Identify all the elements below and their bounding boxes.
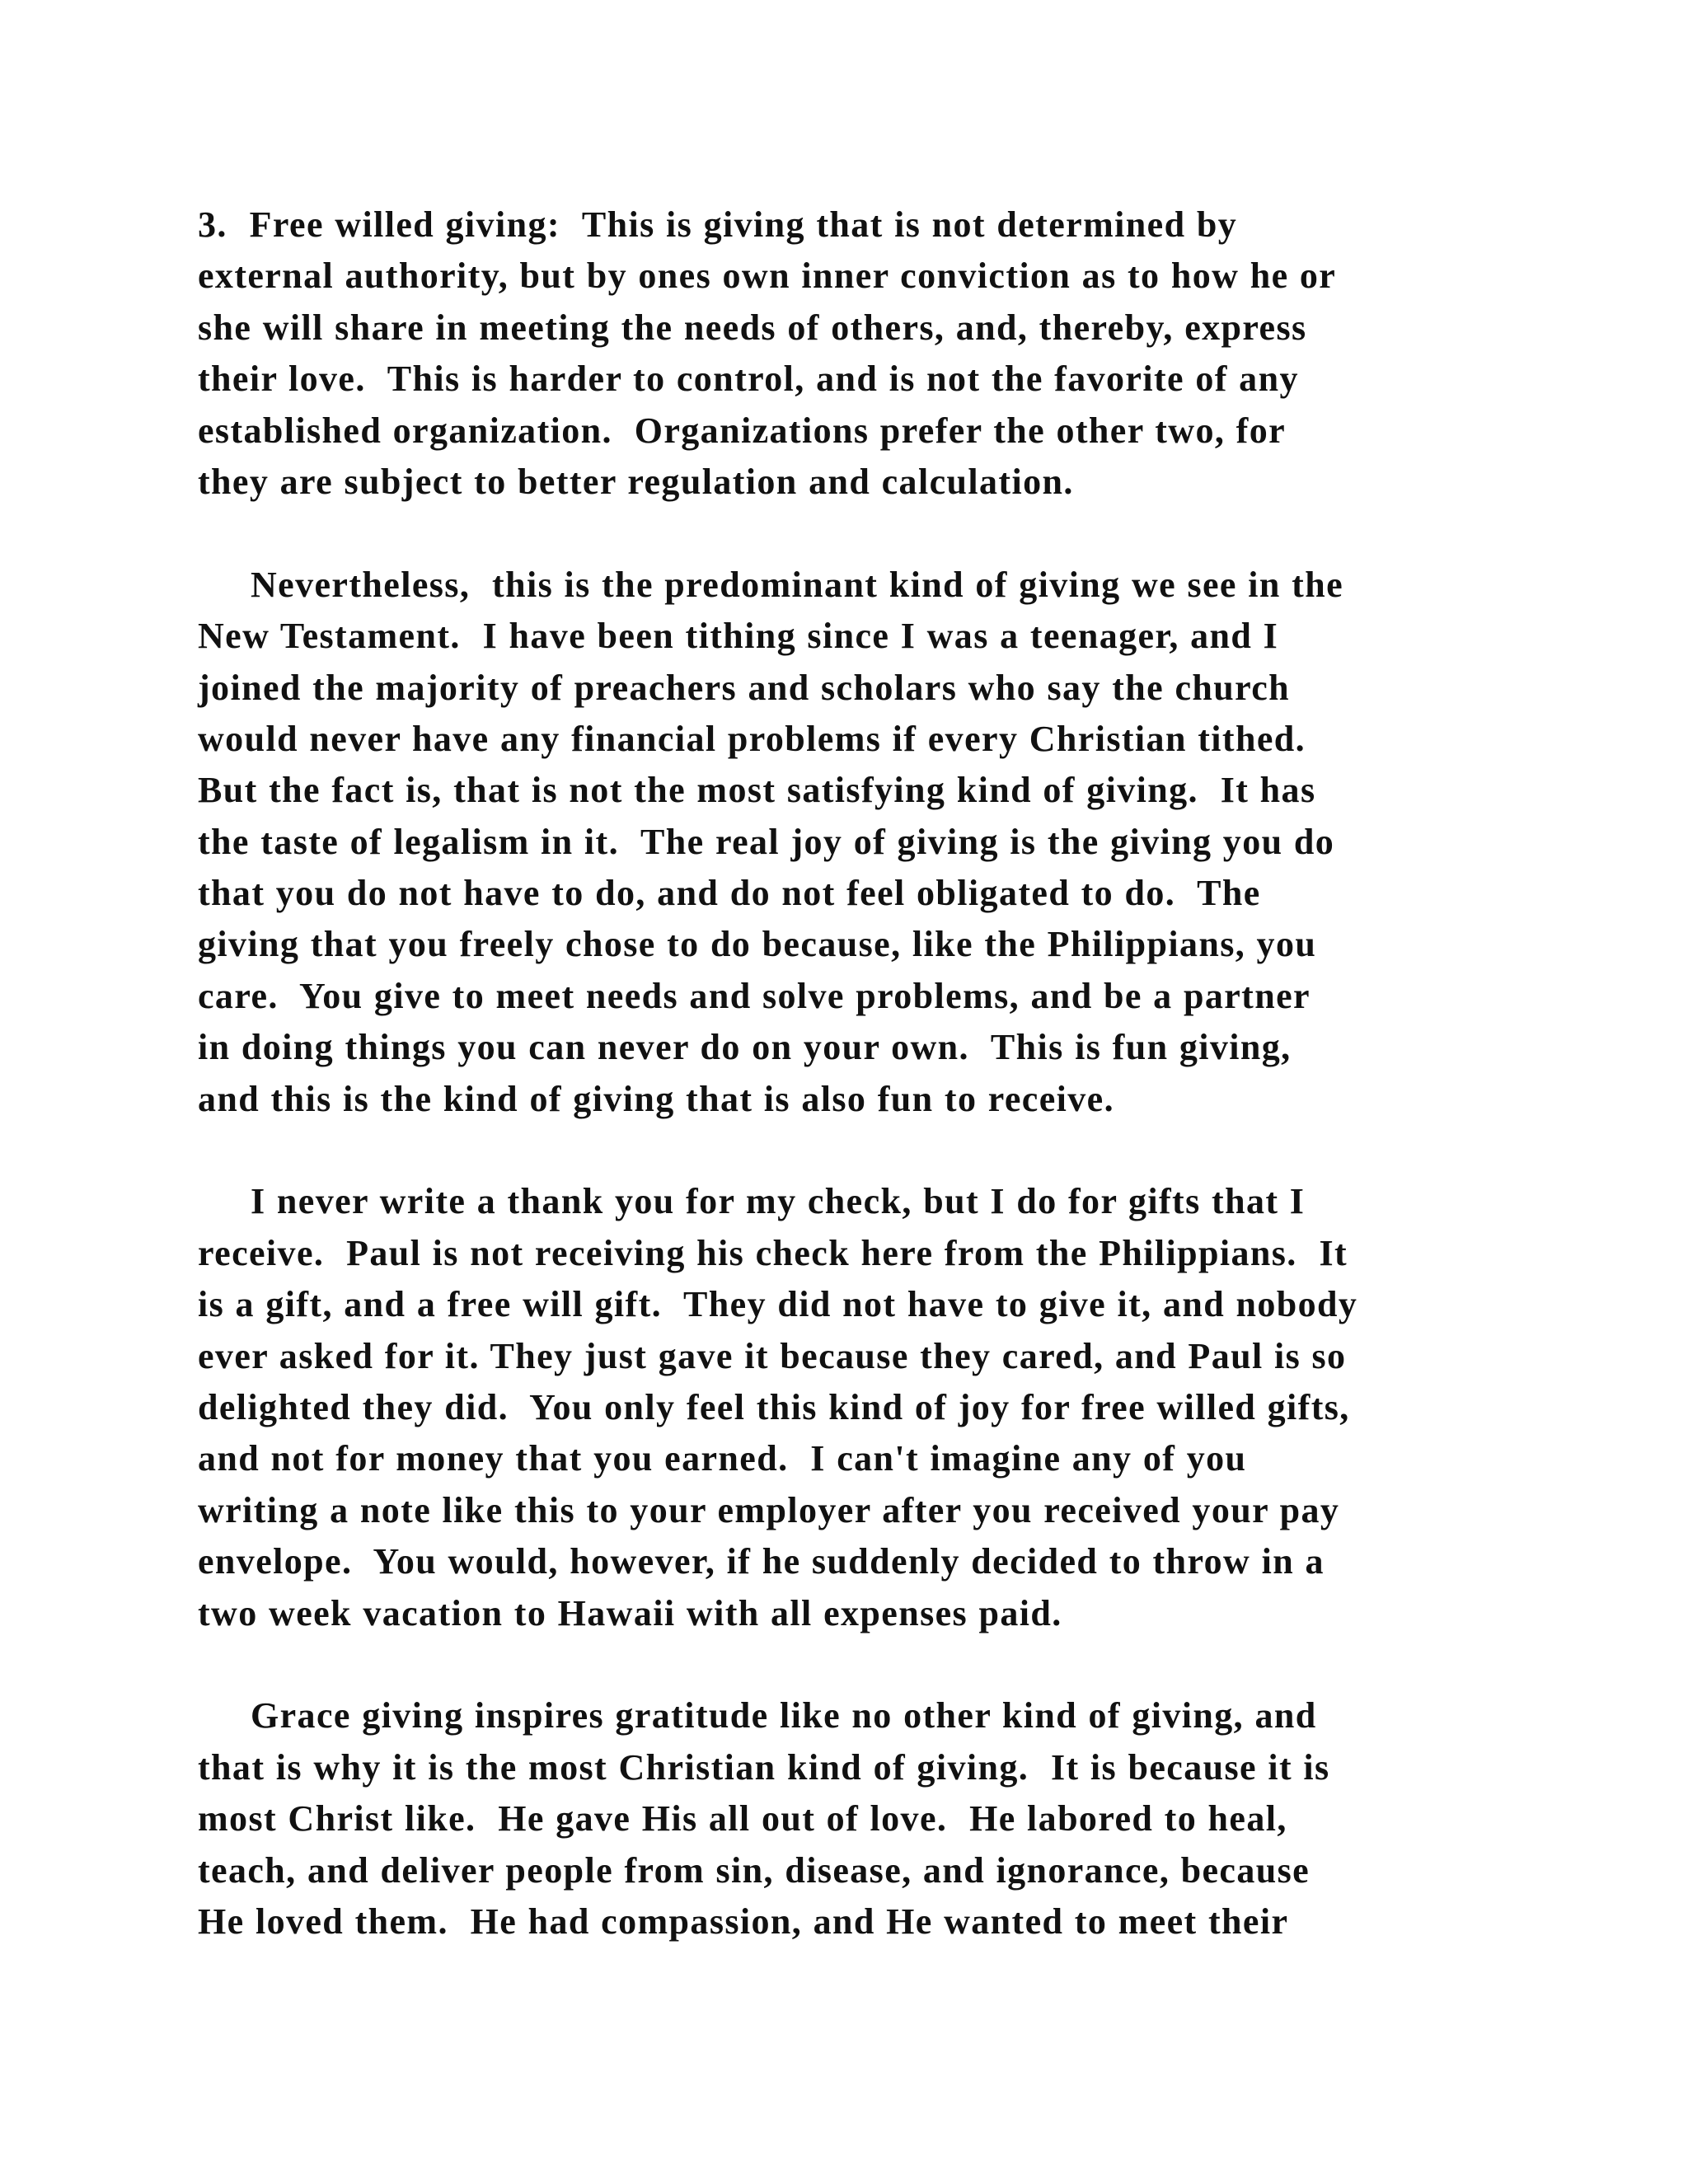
text-line: is a gift, and a free will gift. They did not have to give it, and nobody (198, 1284, 1358, 1325)
text-line: care. You give to meet needs and solve problems, and be a partner (198, 975, 1311, 1016)
text-line: writing a note like this to your employer after you received your pay (198, 1489, 1340, 1530)
text-line: ever asked for it. They just gave it because they cared, and Paul is so (198, 1335, 1347, 1376)
text-line: they are subject to better regulation and calculation. (198, 461, 1074, 502)
document-body (198, 199, 1500, 1999)
text-line: in doing things you can never do on your own. This is fun giving, (198, 1027, 1292, 1068)
text-line: I never write a thank you for my check, but I do for gifts that I (251, 1181, 1306, 1222)
text-line: and not for money that you earned. I can't imagine any of you (198, 1438, 1247, 1479)
text-line: that is why it is the most Christian kind of giving. It is because it is (198, 1746, 1330, 1788)
text-line: the taste of legalism in it. The real joy of giving is the giving you do (198, 821, 1335, 862)
text-line: delighted they did. You only feel this kind of joy for free willed gifts, (198, 1386, 1350, 1427)
text-line: New Testament. I have been tithing since I was a teenager, and I (198, 616, 1279, 657)
text-line: two week vacation to Hawaii with all expenses paid. (198, 1592, 1062, 1633)
paragraph-free-willed-giving (198, 199, 1500, 508)
paragraph-nevertheless (198, 560, 1500, 1125)
text-line: that you do not have to do, and do not feel obligated to do. The (198, 873, 1261, 914)
text-line: would never have any financial problems if every Christian tithed. (198, 718, 1306, 759)
text-line: most Christ like. He gave His all out of love. He labored to heal, (198, 1798, 1287, 1840)
text-line: giving that you freely chose to do because, like the Philippians, you (198, 924, 1317, 965)
text-line: joined the majority of preachers and scholars who say the church (198, 667, 1291, 708)
text-line: Nevertheless, this is the predominant kind of giving we see in the (251, 564, 1344, 605)
text-line: teach, and deliver people from sin, disease, and ignorance, because (198, 1849, 1311, 1891)
text-line: she will share in meeting the needs of others, and, thereby, express (198, 307, 1307, 348)
text-line: receive. Paul is not receiving his check here from the Philippians. It (198, 1232, 1348, 1273)
text-line: established organization. Organizations prefer the other two, for (198, 410, 1287, 451)
text-line: external authority, but by ones own inner conviction as to how he or (198, 255, 1337, 297)
text-line: envelope. You would, however, if he suddenly decided to throw in a (198, 1541, 1325, 1582)
text-line: But the fact is, that is not the most satisfying kind of giving. It has (198, 770, 1316, 811)
text-line: Grace giving inspires gratitude like no other kind of giving, and (251, 1695, 1317, 1736)
text-line: their love. This is harder to control, and is not the favorite of any (198, 359, 1299, 400)
text-line: He loved them. He had compassion, and He wanted to meet their (198, 1900, 1289, 1942)
paragraph-grace-giving (198, 1690, 1500, 1947)
text-line: 3. Free willed giving: This is giving that is not determined by (198, 204, 1238, 245)
text-line: and this is the kind of giving that is also fun to receive. (198, 1078, 1115, 1119)
paragraph-thank-you (198, 1176, 1500, 1639)
